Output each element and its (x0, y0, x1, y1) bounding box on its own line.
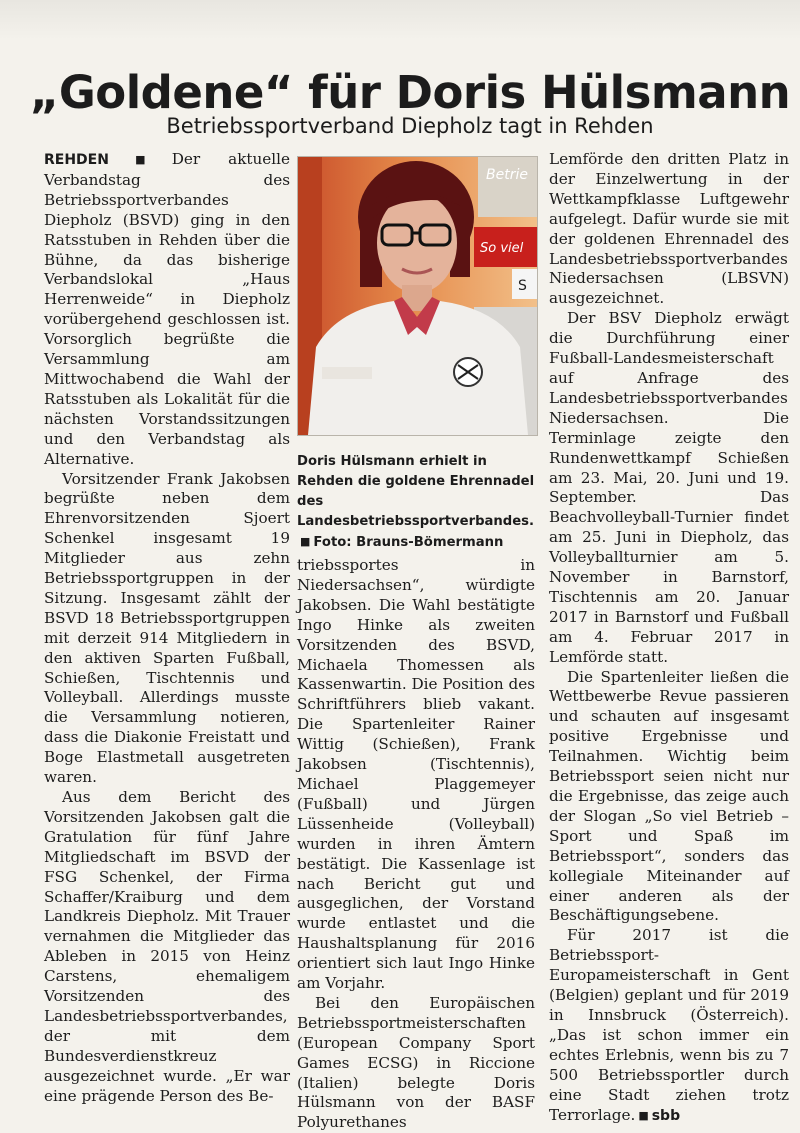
portrait-image (298, 157, 537, 435)
article-column-1 (44, 150, 290, 1107)
paragraph: Die Spartenleiter ließen die Wettbewerbe Revue passieren und schauten auf insgesamt positive Ergebnisse und Teilnahmen. Wichtig beim Betriebssport seien nicht nur die Ergebnisse, das zeige auch der Slogan „So viel Betrieb – Sport und Spaß im Betriebssport“, sonders das kollegiale Miteinander auf einer anderen als der Beschäftigungsebene. (549, 667, 789, 925)
subheadline: Betriebssportverband Diepholz tagt in Rehden (166, 114, 654, 138)
previous-article-strip (0, 0, 800, 40)
caption-credit: Foto: Brauns-Bömermann (313, 535, 504, 550)
article-column-2 (297, 556, 535, 1133)
paragraph: Der BSV Diepholz erwägt die Durchführung einer Fußball-Landesmeisterschaft auf Anfrage des Landesbetriebssportverbandes Niedersachsen. Die Terminlage zeigte den Rundenwettkampf Schießen am 23. Mai, 20. Juni und 19. September. Das Beachvolleyball-Turnier findet am 25. Juni in Diepholz, das Volleyballturnier am 5. November in Barnstorf, Tischtennis am 20. Januar 2017 in Barnstorf und Fußball am 4. Februar 2017 in Lemförde statt. (549, 309, 789, 666)
photo-caption (297, 452, 537, 553)
byline: sbb (651, 1107, 681, 1124)
banner-text-red: So viel (480, 241, 524, 256)
headline: „Goldene“ für Doris Hülsmann (29, 66, 791, 120)
paragraph (549, 926, 789, 1126)
square-bullet-icon: ■ (300, 535, 311, 548)
paragraph: Bei den Europäischen Betriebssportmeisterschaften (European Company Sport Games ECSG) in Riccione (Italien) belegte Doris Hülsmann von der BASF Polyurethanes (297, 993, 535, 1132)
paragraph: Aus dem Bericht des Vorsitzenden Jakobsen galt die Gratulation für fünf Jahre Mitgliedschaft im BSVD der FSG Schenkel, der Firma Schaffer/Kraiburg und dem Landkreis Diepholz. Mit Trauer vernahmen die Mitglieder das Ableben in 2015 von Heinz Carstens, ehemaligem Vorsitzenden des Landesbetriebssportverbandes, der mit dem Bundesverdienstkreuz ausgezeichnet wurde. „Er war eine prägende Person des Be- (44, 788, 290, 1105)
article-photo (297, 156, 538, 436)
article-column-3 (549, 150, 789, 1126)
paragraph: Vorsitzender Frank Jakobsen begrüßte neben dem Ehrenvorsitzenden Sjoert Schenkel insgesamt 19 Mitglieder aus zehn Betriebssportgruppen in der Sitzung. Insgesamt zählt der BSVD 18 Betriebssportgruppen mit derzeit 914 Mitgliedern in den aktiven Sparten Fußball, Schießen, Tischtennis und Volleyball. Allerdings musste die Versammlung notieren, dass die Diakonie Freistatt und Boge Elastmetall ausgetreten waren. (44, 469, 290, 787)
paragraph: Lemförde den dritten Platz in der Einzelwertung in der Wettkampfklasse Luftgewehr aufgelegt. Dafür wurde sie mit der goldenen Ehrennadel des Landesbetriebssportverbandes Niedersachsen (LBSVN) ausgezeichnet. (549, 150, 789, 308)
paragraph-text: Der aktuelle Verbandstag des Betriebssportverbandes Diepholz (BSVD) ging in den Ratsstuben in Rehden über die Bühne, da das bisherige Verbandslokal „Haus Herrenweide“ in Diepholz vorübergehend geschlossen ist. Vorsorglich begrüßte die Versammlung am Mittwochabend die Wahl der Ratsstuben als Lokalität für die nächsten Vorstandssitzungen und den Verbandstag als Alternative. (44, 150, 290, 468)
banner-text-white: S (518, 278, 527, 294)
dateline: REHDEN (44, 152, 109, 168)
paragraph: triebssportes in Niedersachsen“, würdigte Jakobsen. Die Wahl bestätigte Ingo Hinke als zweiten Vorsitzenden des BSVD, Michaela Thomessen als Kassenwartin. Die Position des Schriftführers blieb vakant. Die Spartenleiter Rainer Wittig (Schießen), Frank Jakobsen (Tischtennis), Michael Plaggemeyer (Fußball) und Jürgen Lüssenheide (Volleyball) wurden in ihren Ämtern bestätigt. Die Kassenlage ist nach Bericht gut und ausgeglichen, der Vorstand wurde entlastet und die Haushaltsplanung für 2016 orientiert sich laut Ingo Hinke am Vorjahr. (297, 556, 535, 993)
square-bullet-icon: ■ (111, 153, 169, 166)
caption-text: Doris Hülsmann erhielt in Rehden die goldene Ehrennadel des Landesbetriebssportverbandes. (297, 454, 535, 529)
caption-credit-line (297, 532, 537, 553)
square-bullet-icon: ■ (638, 1108, 649, 1122)
banner-text-top: Betrie (486, 167, 528, 183)
paragraph (44, 150, 290, 470)
paragraph-text: Für 2017 ist die Betriebssport-Europameisterschaft in Gent (Belgien) geplant und für 2019 in Innsbruck (Österreich). „Das ist schon immer ein echtes Erlebnis, wenn bis zu 7 500 Betriebssportler durch eine Stadt ziehen trotz Terrorlage. (549, 926, 789, 1124)
